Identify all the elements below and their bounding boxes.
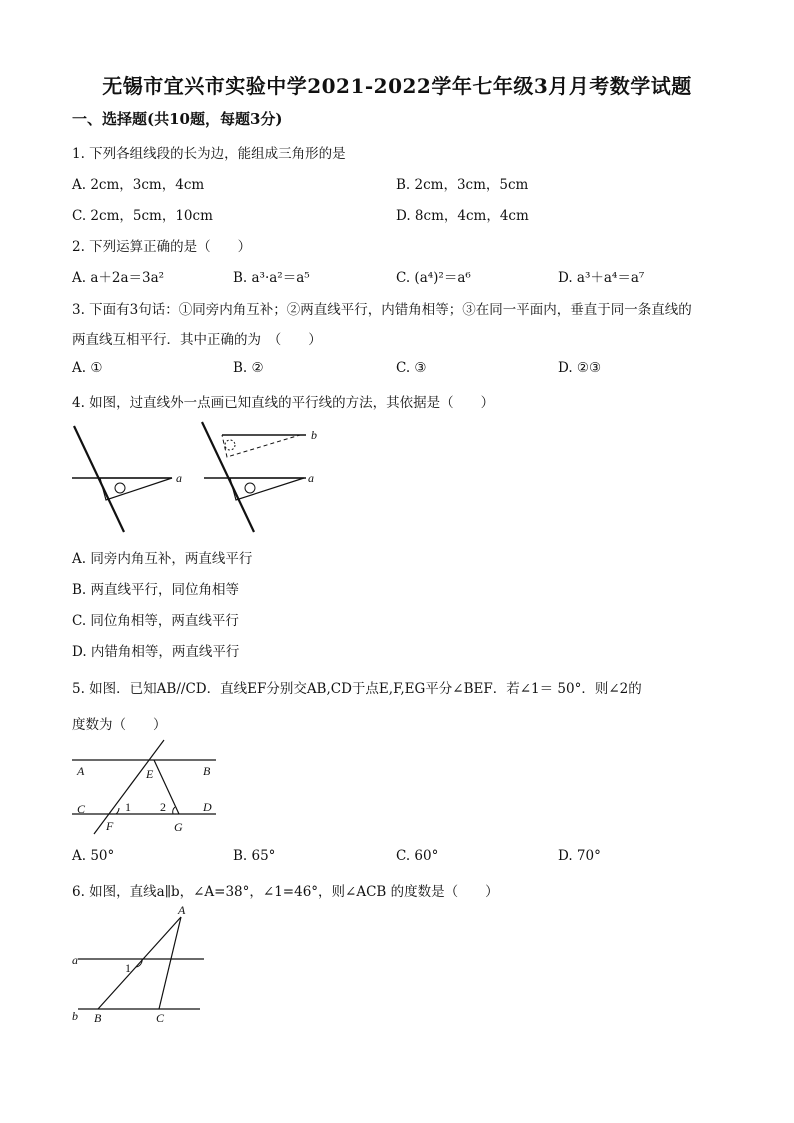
slanted-line-right [202,422,254,532]
label-b: b [72,1009,78,1023]
q1-stem: 1. 下列各组线段的长为边，能组成三角形的是 [72,146,346,162]
q2-option-d: D. a³＋a⁴＝a⁷ [558,270,645,286]
q3-option-b: B. ② [233,360,264,376]
line-ef [94,740,164,834]
label-C: C [156,1011,165,1025]
set-square-right [230,478,304,500]
angle1-arc [116,808,119,814]
label-G: G [174,820,183,834]
q2-option-c: C. (a⁴)²＝a⁶ [396,270,471,286]
q1-option-c: C. 2cm，5cm，10cm [72,208,213,224]
q5-option-c: C. 60° [396,848,439,864]
slanted-line-left [74,426,124,532]
angle2-arc [173,807,175,814]
q5-stem-line1: 5. 如图．已知AB//CD．直线EF分别交AB,CD于点E,F,EG平分∠BEF．若∠1＝ 50°．则∠2的 [72,681,642,697]
label-b: b [311,428,317,442]
line-eg [154,760,179,814]
q3-option-d: D. ②③ [558,360,602,376]
q2-option-b: B. a³·a²＝a⁵ [233,270,310,286]
q5-figure [64,738,224,838]
set-square-hole-icon [115,483,125,493]
q3-option-c: C. ③ [396,360,427,376]
q5-option-b: B. 65° [233,848,276,864]
segment-AB [98,917,181,1009]
q3-stem-line2: 两直线互相平行．其中正确的为 （ ） [72,332,322,348]
label-C: C [77,802,86,816]
section-heading: 一、选择题(共10题，每题3分) [72,110,283,128]
segment-AC [159,917,181,1009]
set-square-hole-dashed-icon [225,440,235,450]
q4-option-d: D. 内错角相等，两直线平行 [72,644,240,660]
q4-option-b: B. 两直线平行，同位角相等 [72,582,240,598]
q3-stem-line1: 3. 下面有3句话：①同旁内角互补；②两直线平行，内错角相等；③在同一平面内，垂直于同一条直线的 [72,302,692,318]
label-E: E [146,767,154,781]
q4-stem: 4. 如图，过直线外一点画已知直线的平行线的方法，其依据是（ ） [72,395,495,411]
q4-option-a: A. 同旁内角互补，两直线平行 [72,551,253,567]
q1-option-a: A. 2cm，3cm，4cm [72,177,205,193]
q1-option-d: D. 8cm，4cm，4cm [396,208,529,224]
label-a-right: a [308,471,314,485]
label-angle1: 1 [125,800,131,814]
q6-stem: 6. 如图，直线a∥b，∠A=38°，∠1=46°，则∠ACB 的度数是（ ） [72,884,499,900]
set-square-dashed [222,435,300,457]
set-square-hole-icon [245,483,255,493]
q5-option-d: D. 70° [558,848,601,864]
label-a-left: a [176,471,182,485]
label-F: F [106,819,114,833]
q1-option-b: B. 2cm，3cm，5cm [396,177,529,193]
q4-option-c: C. 同位角相等，两直线平行 [72,613,239,629]
q4-figure [64,418,344,538]
label-angle2: 2 [160,800,166,814]
q2-stem: 2. 下列运算正确的是（ ） [72,239,252,255]
label-A: A [178,903,186,917]
q3-option-a: A. ① [72,360,103,376]
q2-option-a: A. a＋2a＝3a² [72,270,165,286]
q5-option-a: A. 50° [72,848,115,864]
label-A: A [77,764,85,778]
q6-figure [64,902,214,1032]
label-angle1: 1 [125,961,131,975]
label-a: a [72,953,78,967]
label-D: D [203,800,212,814]
label-B: B [94,1011,102,1025]
page-title: 无锡市宜兴市实验中学2021-2022学年七年级3月月考数学试题 [102,74,692,98]
label-B: B [203,764,211,778]
q5-stem-line2: 度数为（ ） [72,717,167,733]
set-square-left [100,478,172,500]
